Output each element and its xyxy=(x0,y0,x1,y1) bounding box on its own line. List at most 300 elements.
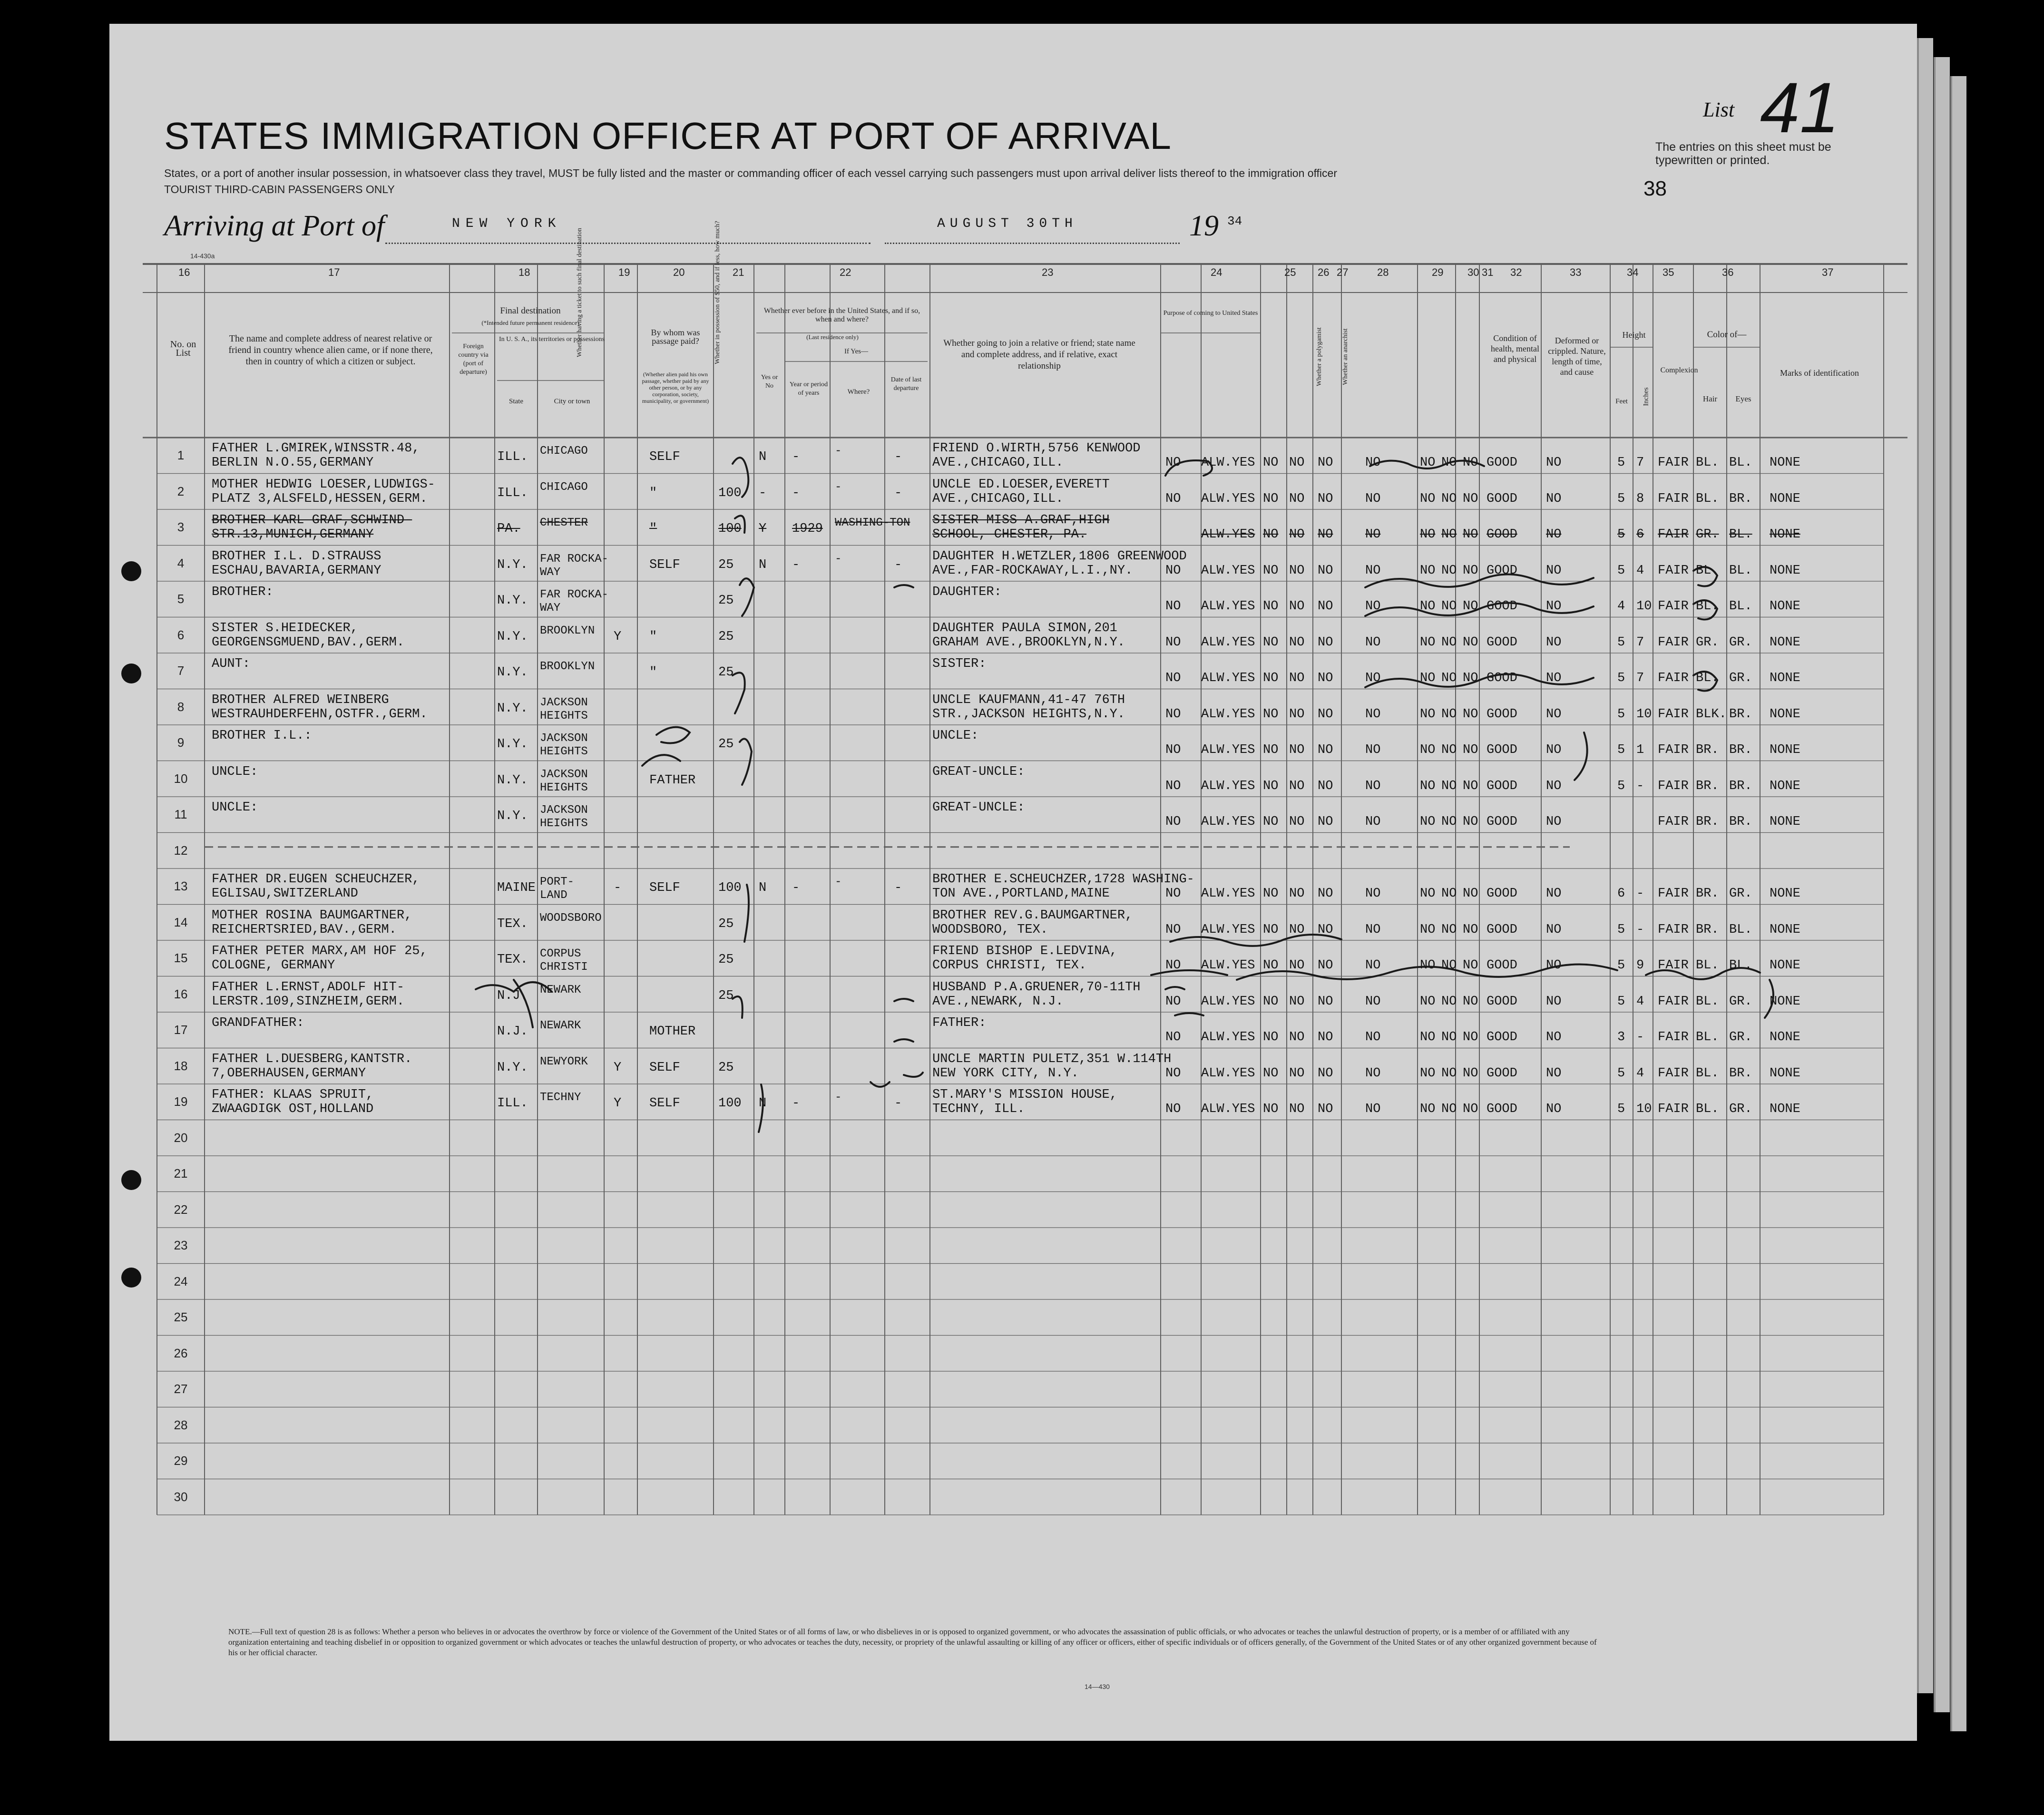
field-26: NO xyxy=(1289,599,1305,614)
purpose-field: NO xyxy=(1165,707,1181,722)
purpose-stay: ALW.YES xyxy=(1201,958,1255,973)
deformed-field: NO xyxy=(1546,599,1562,614)
typewritten-note: The entries on this sheet must be typewritten or printed. xyxy=(1655,140,1831,167)
hair-color: BL. xyxy=(1696,1102,1719,1116)
before-in-us: N xyxy=(759,450,767,464)
relative-address: MOTHER HEDWIG LOESER,LUDWIGS- xyxy=(212,477,435,492)
visit-where: - xyxy=(835,1091,842,1104)
header-in-us: In U. S. A., its territories or possessions xyxy=(499,336,605,343)
visit-year: - xyxy=(792,486,800,500)
header-yes-no: Yes or No xyxy=(761,374,778,390)
eye-color: BR. xyxy=(1729,815,1752,829)
field-31: NO xyxy=(1463,743,1478,757)
field-26: NO xyxy=(1289,958,1305,973)
row-number: 1 xyxy=(177,448,185,462)
field-30: NO xyxy=(1441,994,1457,1009)
eye-color: BL. xyxy=(1729,527,1752,542)
column-number: 30 xyxy=(1467,266,1479,278)
hair-color: BL. xyxy=(1696,456,1719,470)
relative-address: FATHER: KLAAS SPRUIT, xyxy=(212,1088,374,1102)
relative-address: UNCLE: xyxy=(212,800,258,815)
destination-state: ILL. xyxy=(497,1096,528,1111)
header-state: State xyxy=(509,398,523,405)
hair-color: GR. xyxy=(1696,527,1719,542)
identification-marks: NONE xyxy=(1770,599,1800,614)
health-condition: GOOD xyxy=(1487,994,1517,1009)
complexion: FAIR xyxy=(1658,994,1689,1009)
deformed-field: NO xyxy=(1546,707,1562,722)
destination-city: CORPUS xyxy=(540,947,581,960)
field-30: NO xyxy=(1441,779,1457,793)
destination-city: CHESTER xyxy=(540,517,588,529)
field-31: NO xyxy=(1463,563,1478,578)
last-departure: - xyxy=(894,1096,902,1111)
complexion: FAIR xyxy=(1658,779,1689,793)
joining-person: UNCLE: xyxy=(932,729,979,743)
complexion: FAIR xyxy=(1658,599,1689,614)
field-29: NO xyxy=(1420,994,1436,1009)
money-amount: 25 xyxy=(718,737,734,751)
passage-paid-by: FATHER xyxy=(649,773,696,788)
relative-address: FATHER L.GMIREK,WINSSTR.48, xyxy=(212,441,420,456)
health-condition: GOOD xyxy=(1487,599,1517,614)
field-27: NO xyxy=(1318,635,1333,650)
field-31: NO xyxy=(1463,815,1478,829)
header-city: City or town xyxy=(554,398,590,405)
field-28: NO xyxy=(1365,527,1381,542)
purpose-stay: ALW.YES xyxy=(1201,563,1255,578)
joining-person: UNCLE MARTIN PULETZ,351 W.114TH xyxy=(932,1052,1172,1066)
relative-address-cont: 7,OBERHAUSEN,GERMANY xyxy=(212,1066,366,1081)
field-25: NO xyxy=(1263,743,1279,757)
health-condition: GOOD xyxy=(1487,491,1517,506)
visit-where: - xyxy=(835,480,842,494)
field-26: NO xyxy=(1289,563,1305,578)
visit-where: - xyxy=(835,876,842,888)
passage-paid-by: SELF xyxy=(649,881,680,895)
field-30: NO xyxy=(1441,1066,1457,1081)
complexion: FAIR xyxy=(1658,1030,1689,1044)
deformed-field: NO xyxy=(1546,456,1562,470)
passage-paid-by: MOTHER xyxy=(649,1025,696,1039)
field-31: NO xyxy=(1463,456,1478,470)
field-25: NO xyxy=(1263,491,1279,506)
field-26: NO xyxy=(1289,671,1305,685)
money-amount: 25 xyxy=(718,557,734,572)
health-condition: GOOD xyxy=(1487,887,1517,901)
money-amount: 25 xyxy=(718,917,734,931)
joining-person: DAUGHTER: xyxy=(932,585,1002,599)
row-number: 28 xyxy=(174,1417,188,1432)
field-26: NO xyxy=(1289,1066,1305,1081)
column-number: 37 xyxy=(1822,266,1834,278)
field-31: NO xyxy=(1463,958,1478,973)
destination-city: CHICAGO xyxy=(540,480,588,494)
complexion: FAIR xyxy=(1658,635,1689,650)
purpose-stay: ALW.YES xyxy=(1201,491,1255,506)
header-foreign-country: Foreign country via (port of departure) xyxy=(458,343,489,376)
complexion: FAIR xyxy=(1658,527,1689,542)
list-number: 41 xyxy=(1760,68,1839,147)
joining-address: AVE.,CHICAGO,ILL. xyxy=(932,456,1064,470)
header-passage-paid: By whom was passage paid? xyxy=(651,328,700,346)
height-inches: 10 xyxy=(1636,707,1652,722)
column-number: 20 xyxy=(673,266,685,278)
field-25: NO xyxy=(1263,1030,1279,1044)
destination-city: JACKSON xyxy=(540,804,588,817)
health-condition: GOOD xyxy=(1487,527,1517,542)
field-28: NO xyxy=(1365,1030,1381,1044)
field-28: NO xyxy=(1365,491,1381,506)
before-in-us: Y xyxy=(759,522,767,536)
eye-color: BR. xyxy=(1729,707,1752,722)
health-condition: GOOD xyxy=(1487,922,1517,937)
height-inches: 4 xyxy=(1636,1066,1644,1081)
field-31: NO xyxy=(1463,1030,1478,1044)
field-28: NO xyxy=(1365,456,1381,470)
purpose-stay: ALW.YES xyxy=(1201,922,1255,937)
joining-address: WOODSBORO, TEX. xyxy=(932,922,1048,937)
column-number: 23 xyxy=(1042,266,1054,278)
column-number: 35 xyxy=(1663,266,1674,278)
column-number: 18 xyxy=(518,266,530,278)
field-27: NO xyxy=(1318,922,1333,937)
field-30: NO xyxy=(1441,743,1457,757)
field-26: NO xyxy=(1289,815,1305,829)
joining-person: SISTER: xyxy=(932,657,987,671)
field-27: NO xyxy=(1318,1066,1333,1081)
field-28: NO xyxy=(1365,1066,1381,1081)
health-condition: GOOD xyxy=(1487,815,1517,829)
relative-address-cont: WESTRAUHDERFEHN,OSTFR.,GERM. xyxy=(212,707,428,722)
field-27: NO xyxy=(1318,671,1333,685)
destination-city: NEWYORK xyxy=(540,1055,588,1068)
complexion: FAIR xyxy=(1658,563,1689,578)
field-30: NO xyxy=(1441,527,1457,542)
joining-person: GREAT-UNCLE: xyxy=(932,800,1025,815)
deformed-field: NO xyxy=(1546,1030,1562,1044)
column-number: 28 xyxy=(1377,266,1389,278)
row-number: 24 xyxy=(174,1274,188,1288)
field-28: NO xyxy=(1365,671,1381,685)
field-30: NO xyxy=(1441,707,1457,722)
deformed-field: NO xyxy=(1546,994,1562,1009)
purpose-field: NO xyxy=(1165,491,1181,506)
money-amount: 25 xyxy=(718,988,734,1003)
header-final-destination-note: (*Intended future permanent residence) xyxy=(481,319,579,326)
joining-person: DAUGHTER PAULA SIMON,201 xyxy=(932,621,1117,635)
height-inches: - xyxy=(1636,887,1644,901)
identification-marks: NONE xyxy=(1770,635,1800,650)
field-26: NO xyxy=(1289,1030,1305,1044)
eye-color: BR. xyxy=(1729,1066,1752,1081)
money-amount: 25 xyxy=(718,665,734,680)
destination-city: JACKSON xyxy=(540,696,588,709)
passage-paid-by: " xyxy=(649,665,657,680)
row-number: 30 xyxy=(174,1489,188,1504)
arriving-label: Arriving at Port of xyxy=(164,210,385,242)
field-25: NO xyxy=(1263,527,1279,542)
identification-marks: NONE xyxy=(1770,887,1800,901)
field-25: NO xyxy=(1263,599,1279,614)
footnote: NOTE.—Full text of question 28 is as follows: Whether a person who believes in or advocates the overthrow by force or violence of the Government of the United States or of all forms of law, or who disbelieves in or is opposed to organized government, or who advocates the assassination of public officials, or who advocates or teaches the unlawful destruction of property, or is a member of or affiliated with any organization entertaining and teaching disbelief in or opposition to organized government or which advocates or teaches the unlawful destruction of property, or who advocates or teaches the duty, necessity, or propriety of the unlawful assaulting or killing of any officer or officers, either of specific individuals or of officers generally, of the Government of the United States or of any other organized government because of his or her official character. xyxy=(228,1627,1597,1657)
health-condition: GOOD xyxy=(1487,743,1517,757)
field-31: NO xyxy=(1463,1066,1478,1081)
eye-color: BL. xyxy=(1729,563,1752,578)
eye-color: GR. xyxy=(1729,1102,1752,1116)
field-26: NO xyxy=(1289,527,1305,542)
destination-city: NEWARK xyxy=(540,1019,581,1032)
joining-person: FRIEND O.WIRTH,5756 KENWOOD xyxy=(932,441,1141,456)
identification-marks: NONE xyxy=(1770,922,1800,937)
field-31: NO xyxy=(1463,671,1478,685)
field-31: NO xyxy=(1463,527,1478,542)
ticket-flag: Y xyxy=(614,1060,622,1075)
destination-city: JACKSON xyxy=(540,732,588,745)
hair-color: BR. xyxy=(1696,887,1719,901)
hair-color: BL. xyxy=(1696,671,1719,685)
destination-state: N.Y. xyxy=(497,1060,528,1075)
health-condition: GOOD xyxy=(1487,1030,1517,1044)
header-anarchist: Whether an anarchist xyxy=(1342,328,1349,385)
field-28: NO xyxy=(1365,599,1381,614)
eye-color: GR. xyxy=(1729,1030,1752,1044)
field-31: NO xyxy=(1463,599,1478,614)
field-29: NO xyxy=(1420,563,1436,578)
row-number: 15 xyxy=(174,951,188,965)
column-number: 17 xyxy=(328,266,340,278)
identification-marks: NONE xyxy=(1770,671,1800,685)
purpose-field: NO xyxy=(1165,1030,1181,1044)
subtitle: States, or a port of another insular possession, in whatsoever class they travel, MUST be fully listed and the master or commanding officer of each vessel carrying such passengers must upon arrival deliver lists thereof to the immigration officer xyxy=(164,167,1337,179)
destination-city: BROOKLYN xyxy=(540,624,595,637)
health-condition: GOOD xyxy=(1487,671,1517,685)
identification-marks: NONE xyxy=(1770,456,1800,470)
deformed-field: NO xyxy=(1546,563,1562,578)
column-number: 25 xyxy=(1284,266,1296,278)
identification-marks: NONE xyxy=(1770,743,1800,757)
height-feet: 5 xyxy=(1617,779,1625,793)
field-26: NO xyxy=(1289,887,1305,901)
field-29: NO xyxy=(1420,779,1436,793)
joining-person: DAUGHTER H.WETZLER,1806 GREENWOOD xyxy=(932,549,1187,564)
header-condition: Condition of health, mental and physical xyxy=(1491,333,1539,364)
height-feet: 5 xyxy=(1617,958,1625,973)
destination-city: JACKSON xyxy=(540,768,588,781)
class-line: TOURIST THIRD-CABIN PASSENGERS ONLY xyxy=(164,183,395,195)
list-label: List xyxy=(1703,98,1735,121)
column-number: 29 xyxy=(1432,266,1444,278)
joining-address: STR.,JACKSON HEIGHTS,N.Y. xyxy=(932,707,1125,722)
identification-marks: NONE xyxy=(1770,1030,1800,1044)
eye-color: BR. xyxy=(1729,743,1752,757)
destination-state: N.Y. xyxy=(497,594,528,608)
field-27: NO xyxy=(1318,491,1333,506)
header-money: Whether in possession of $50, and if less, how much? xyxy=(714,221,721,364)
date-value: AUGUST 30TH xyxy=(937,216,1077,231)
purpose-stay: ALW.YES xyxy=(1201,815,1255,829)
field-29: NO xyxy=(1420,922,1436,937)
row-number: 9 xyxy=(177,735,185,750)
height-inches: 10 xyxy=(1636,599,1652,614)
field-26: NO xyxy=(1289,707,1305,722)
relative-address-cont: PLATZ 3,ALSFELD,HESSEN,GERM. xyxy=(212,491,428,506)
field-28: NO xyxy=(1365,958,1381,973)
header-marks: Marks of identification xyxy=(1780,368,1859,378)
identification-marks: NONE xyxy=(1770,1066,1800,1081)
relative-address-cont: GEORGENSGMUEND,BAV.,GERM. xyxy=(212,635,405,650)
field-30: NO xyxy=(1441,671,1457,685)
destination-state: ILL. xyxy=(497,450,528,464)
field-25: NO xyxy=(1263,635,1279,650)
complexion: FAIR xyxy=(1658,958,1689,973)
destination-city-cont: HEIGHTS xyxy=(540,745,588,758)
deformed-field: NO xyxy=(1546,779,1562,793)
field-30: NO xyxy=(1441,887,1457,901)
height-feet: 6 xyxy=(1617,887,1625,901)
row-number: 26 xyxy=(174,1346,188,1360)
destination-city: FAR ROCKA- xyxy=(540,552,609,566)
header-no-on-list: No. on List xyxy=(170,339,196,358)
header-passage-note: (Whether alien paid his own passage, whether paid by any other person, or by any corporation, society, municipality, or government) xyxy=(642,371,709,404)
field-29: NO xyxy=(1420,1030,1436,1044)
field-27: NO xyxy=(1318,958,1333,973)
hair-color: BLK. xyxy=(1696,707,1727,722)
field-30: NO xyxy=(1441,815,1457,829)
purpose-field: NO xyxy=(1165,456,1181,470)
height-inches: 9 xyxy=(1636,958,1644,973)
destination-state: N.J. xyxy=(497,988,528,1003)
header-purpose: Purpose of coming to United States xyxy=(1163,310,1258,317)
joining-person: BROTHER REV.G.BAUMGARTNER, xyxy=(932,908,1133,923)
hair-color: BL. xyxy=(1696,958,1719,973)
purpose-stay: ALW.YES xyxy=(1201,779,1255,793)
column-number: 31 xyxy=(1482,266,1494,278)
field-30: NO xyxy=(1441,1102,1457,1116)
height-feet: 5 xyxy=(1617,456,1625,470)
purpose-field: NO xyxy=(1165,922,1181,937)
field-28: NO xyxy=(1365,1102,1381,1116)
column-number: 22 xyxy=(840,266,851,278)
money-amount: 100 xyxy=(718,881,742,895)
relative-address-cont: ZWAAGDIGK OST,HOLLAND xyxy=(212,1102,374,1116)
row-number: 19 xyxy=(174,1094,188,1109)
field-27: NO xyxy=(1318,887,1333,901)
destination-city-cont: WAY xyxy=(540,602,561,615)
field-26: NO xyxy=(1289,491,1305,506)
field-30: NO xyxy=(1441,563,1457,578)
hair-color: BL. xyxy=(1696,1030,1719,1044)
destination-city-cont: HEIGHTS xyxy=(540,817,588,830)
complexion: FAIR xyxy=(1658,707,1689,722)
destination-state: ILL. xyxy=(497,486,528,500)
field-29: NO xyxy=(1420,815,1436,829)
ticket-flag: Y xyxy=(614,629,622,644)
field-29: NO xyxy=(1420,635,1436,650)
field-30: NO xyxy=(1441,491,1457,506)
field-28: NO xyxy=(1365,563,1381,578)
field-27: NO xyxy=(1318,1030,1333,1044)
purpose-field: NO xyxy=(1165,743,1181,757)
header-if-yes: If Yes— xyxy=(844,348,868,355)
eye-color: BL. xyxy=(1729,456,1752,470)
money-amount: 25 xyxy=(718,1060,734,1075)
relative-address: UNCLE: xyxy=(212,764,258,779)
destination-state: N.Y. xyxy=(497,665,528,680)
column-number: 19 xyxy=(618,266,630,278)
relative-address-cont: BERLIN N.O.55,GERMANY xyxy=(212,456,374,470)
field-28: NO xyxy=(1365,922,1381,937)
money-amount: 25 xyxy=(718,953,734,967)
deformed-field: NO xyxy=(1546,635,1562,650)
field-29: NO xyxy=(1420,887,1436,901)
relative-address: FATHER DR.EUGEN SCHEUCHZER, xyxy=(212,872,420,887)
header-feet: Feet xyxy=(1615,398,1628,405)
height-feet: 5 xyxy=(1617,635,1625,650)
height-feet: 5 xyxy=(1617,707,1625,722)
purpose-stay: ALW.YES xyxy=(1201,599,1255,614)
field-26: NO xyxy=(1289,456,1305,470)
joining-person: GREAT-UNCLE: xyxy=(932,764,1025,779)
destination-state: TEX. xyxy=(497,917,528,931)
destination-state: TEX. xyxy=(497,953,528,967)
destination-city-cont: LAND xyxy=(540,889,567,902)
last-departure: - xyxy=(894,881,902,895)
before-in-us: N xyxy=(759,881,767,895)
purpose-field: NO xyxy=(1165,1066,1181,1081)
purpose-stay: ALW.YES xyxy=(1201,456,1255,470)
footer-code: 14—430 xyxy=(1085,1683,1110,1690)
row-number: 5 xyxy=(177,592,185,606)
last-departure: - xyxy=(894,557,902,572)
height-inches: - xyxy=(1636,1030,1644,1044)
field-27: NO xyxy=(1318,527,1333,542)
joining-address: TON AVE.,PORTLAND,MAINE xyxy=(932,887,1110,901)
visit-year: - xyxy=(792,881,800,895)
purpose-field: NO xyxy=(1165,958,1181,973)
field-28: NO xyxy=(1365,743,1381,757)
field-26: NO xyxy=(1289,743,1305,757)
joining-address: GRAHAM AVE.,BROOKLYN,N.Y. xyxy=(932,635,1125,650)
height-inches: 7 xyxy=(1636,635,1644,650)
row-number: 23 xyxy=(174,1238,188,1252)
field-25: NO xyxy=(1263,994,1279,1009)
header-polygamist: Whether a polygamist xyxy=(1316,327,1323,386)
field-31: NO xyxy=(1463,922,1478,937)
purpose-stay: ALW.YES xyxy=(1201,635,1255,650)
relative-address-cont: REICHERTSRIED,BAV.,GERM. xyxy=(212,922,397,937)
last-departure: - xyxy=(894,486,902,500)
joining-address: AVE.,CHICAGO,ILL. xyxy=(932,491,1064,506)
height-feet: 5 xyxy=(1617,994,1625,1009)
row-number: 4 xyxy=(177,556,185,570)
eye-color: BL. xyxy=(1729,922,1752,937)
purpose-field: NO xyxy=(1165,994,1181,1009)
last-departure: - xyxy=(894,450,902,464)
destination-state: N.Y. xyxy=(497,809,528,823)
destination-city: PORT- xyxy=(540,876,575,888)
hair-color: BR. xyxy=(1696,815,1719,829)
header-year-period: Year or period of years xyxy=(789,381,828,397)
hair-color: BL. xyxy=(1696,599,1719,614)
row-number: 8 xyxy=(177,699,185,714)
passage-paid-by: SELF xyxy=(649,1096,680,1111)
column-number: 21 xyxy=(733,266,744,278)
height-feet: 5 xyxy=(1617,1066,1625,1081)
health-condition: GOOD xyxy=(1487,1066,1517,1081)
relative-address-cont: COLOGNE, GERMANY xyxy=(212,958,335,973)
field-28: NO xyxy=(1365,994,1381,1009)
